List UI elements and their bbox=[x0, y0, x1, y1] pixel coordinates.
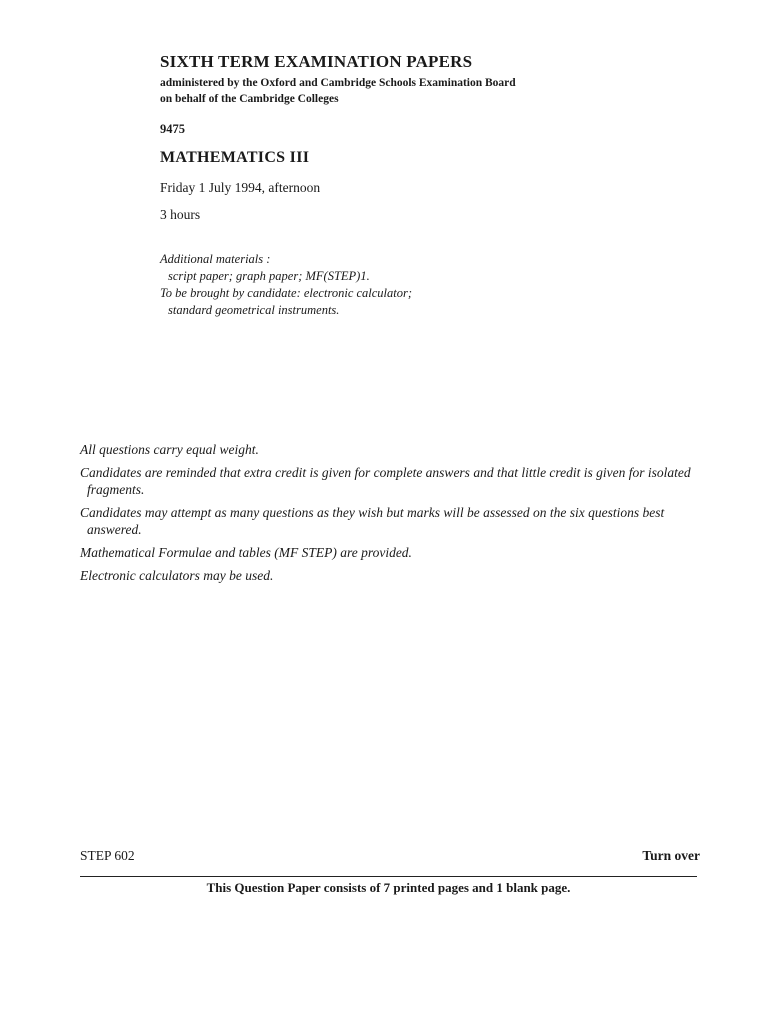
materials-heading: Additional materials : bbox=[160, 252, 271, 266]
instruction-item: Electronic calculators may be used. bbox=[80, 568, 274, 583]
materials-item: standard geometrical instruments. bbox=[168, 303, 340, 317]
instruction-item: Candidates may attempt as many questions as they wish but marks will be assessed on the six questions best answered. bbox=[80, 505, 665, 537]
pages-note: This Question Paper consists of 7 printed pages and 1 blank page. bbox=[206, 880, 571, 895]
turn-over-label: Turn over bbox=[642, 848, 700, 863]
instruction-item: All questions carry equal weight. bbox=[80, 442, 259, 457]
exam-duration: 3 hours bbox=[160, 207, 201, 222]
board-line-2: on behalf of the Cambridge Colleges bbox=[160, 93, 339, 105]
board-line-1: administered by the Oxford and Cambridge Schools Examination Board bbox=[160, 77, 516, 89]
subject-title: MATHEMATICS III bbox=[160, 149, 310, 166]
paper-code: 9475 bbox=[160, 122, 185, 136]
materials-item: script paper; graph paper; MF(STEP)1. bbox=[168, 269, 370, 283]
exam-title: SIXTH TERM EXAMINATION PAPERS bbox=[160, 52, 473, 71]
instructions-block bbox=[80, 441, 702, 590]
instruction-item: Mathematical Formulae and tables (MF STEP) are provided. bbox=[80, 545, 412, 560]
materials-candidate-heading: To be brought by candidate: electronic calculator; bbox=[160, 286, 413, 300]
footer-paper-code: STEP 602 bbox=[80, 848, 135, 863]
instruction-item: Candidates are reminded that extra credit is given for complete answers and that little credit is given for isolated fragments. bbox=[80, 465, 691, 497]
exam-date: Friday 1 July 1994, afternoon bbox=[160, 180, 321, 195]
footer-divider bbox=[80, 876, 697, 877]
materials-block bbox=[160, 251, 412, 319]
